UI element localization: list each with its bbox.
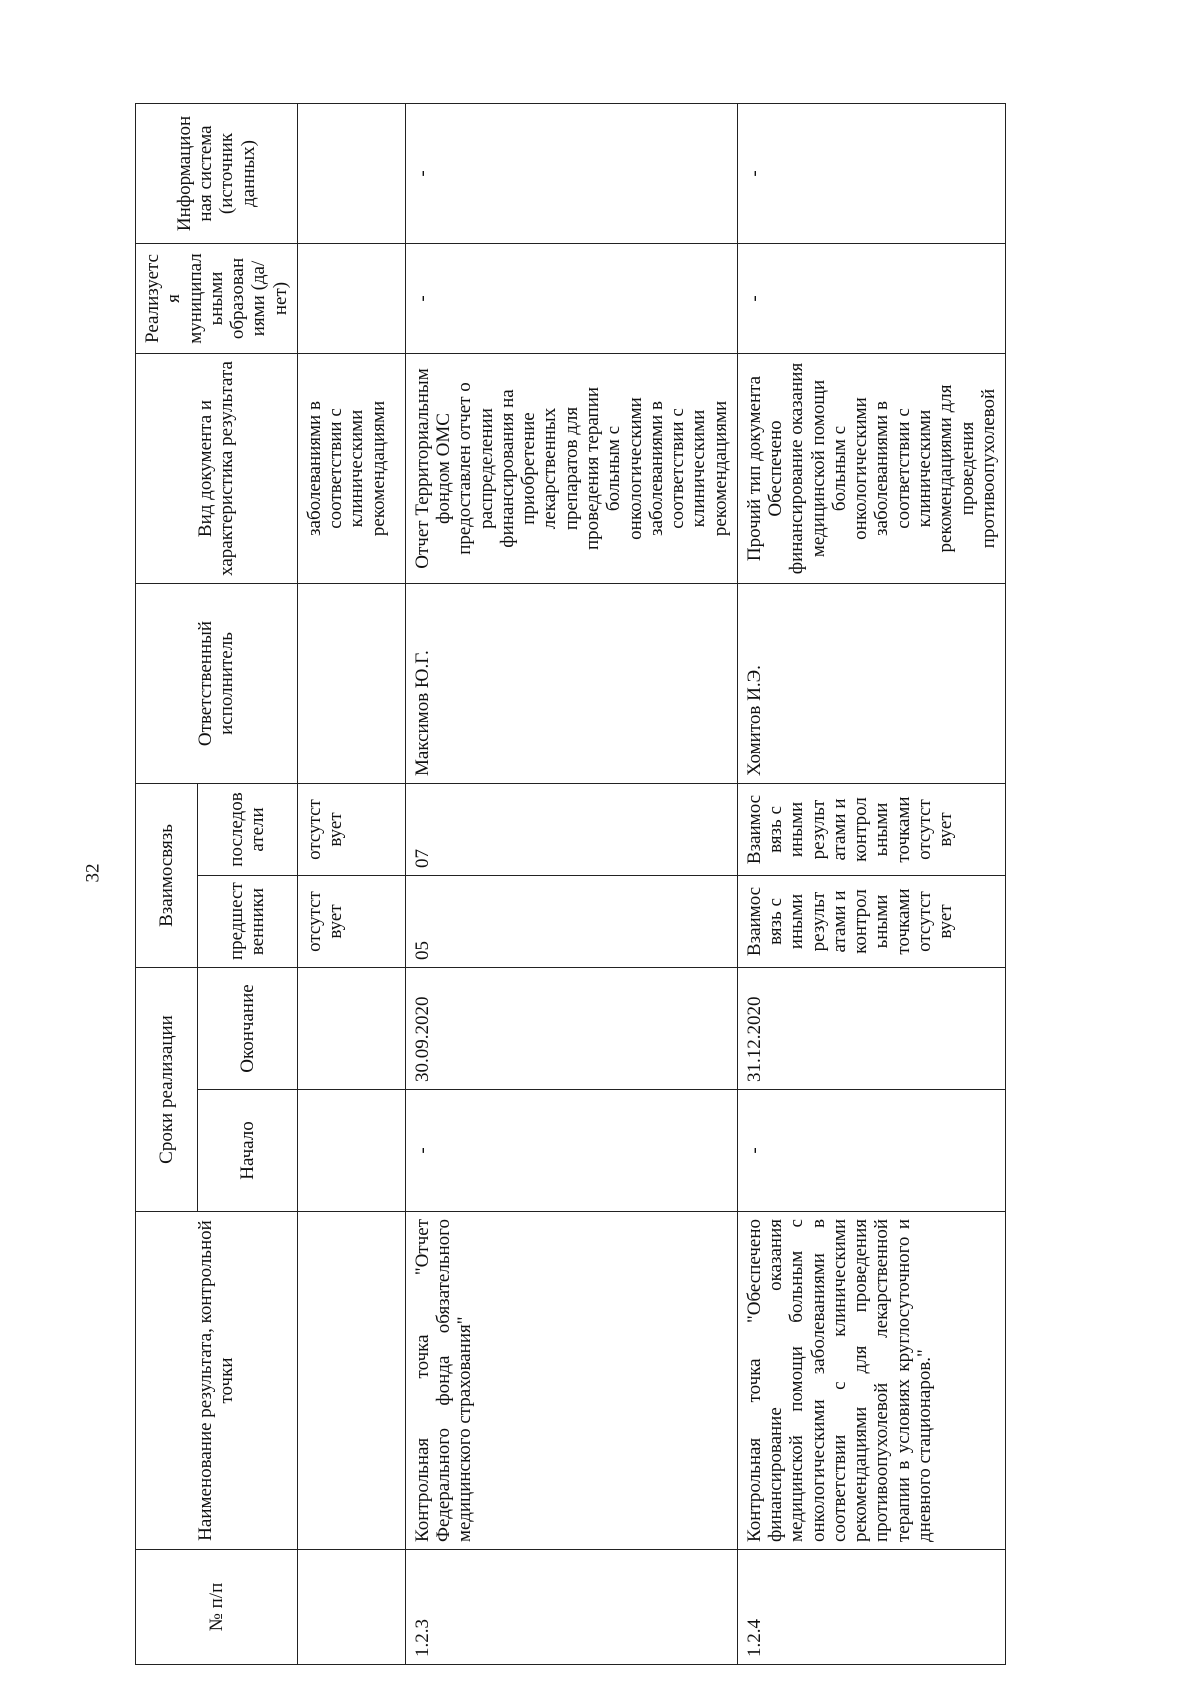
cell-end — [297, 968, 405, 1090]
header-municipal: Реализуетс я муниципал ьными образован иями (да/нет) — [136, 244, 298, 354]
cell-municipal: - — [405, 244, 737, 354]
cell-end: 30.09.2020 — [405, 968, 737, 1090]
cell-succ: 07 — [405, 784, 737, 876]
cell-name: Контрольная точка "Обеспечено финансирование оказания медицинской помощи больным с онкологическими заболеваниями в соответствии с клиническими рекомендациями для проведения противоопухолевой лекарственной терапии в условиях круглосуточного и дневного стационаров." — [737, 1212, 1005, 1550]
header-infosys: Информацион ная система (источник данных) — [136, 104, 298, 244]
cell-succ: Взаимос вязь с иными результ атами и контрол ьными точками отсутст вует — [737, 784, 1005, 876]
table-header — [136, 104, 298, 1665]
cell-doc: заболеваниями в соответствии с клиническими рекомендациями — [297, 354, 405, 584]
cell-start: - — [737, 1090, 1005, 1212]
header-responsible: Ответственный исполнитель — [136, 584, 298, 784]
cell-name: Контрольная точка "Отчет Федерального фонда обязательного медицинского страхования" — [405, 1212, 737, 1550]
cell-responsible: Максимов Ю.Г. — [405, 584, 737, 784]
cell-num — [297, 1550, 405, 1665]
cell-infosys — [297, 104, 405, 244]
cell-pred: Взаимос вязь с иными результ атами и контрол ьными точками отсутст вует — [737, 876, 1005, 968]
cell-infosys: - — [737, 104, 1005, 244]
header-terms: Сроки реализации — [136, 968, 198, 1212]
header-pred: предшест венники — [197, 876, 297, 968]
rotated-table-sheet — [135, 115, 1085, 1665]
cell-municipal — [297, 244, 405, 354]
header-link: Взаимосвязь — [136, 784, 198, 968]
cell-doc: Прочий тип документа Обеспечено финансирование оказания медицинской помощи больным с онкологическими заболеваниями в соответствии с клиническими рекомендациями для проведения противоопухолевой — [737, 354, 1005, 584]
cell-num: 1.2.3 — [405, 1550, 737, 1665]
cell-start — [297, 1090, 405, 1212]
header-end: Окончание — [197, 968, 297, 1090]
cell-pred: отсутст вует — [297, 876, 405, 968]
cell-num: 1.2.4 — [737, 1550, 1005, 1665]
cell-succ: отсутст вует — [297, 784, 405, 876]
cell-doc: Отчет Территориальным фондом ОМС предоставлен отчет о распределении финансирования на приобретение лекарственных препаратов для проведения терапии больным с онкологическими заболеваниями в соответствии с клиническими рекомендациями — [405, 354, 737, 584]
header-name: Наименование результата, контрольной точки — [136, 1212, 298, 1550]
cell-infosys: - — [405, 104, 737, 244]
cell-name — [297, 1212, 405, 1550]
project-plan-table — [135, 103, 1006, 1665]
cell-pred: 05 — [405, 876, 737, 968]
table-row — [737, 104, 1005, 1665]
header-num: № п/п — [136, 1550, 298, 1665]
header-doc: Вид документа и характеристика результата — [136, 354, 298, 584]
cell-responsible: Хомитов И.Э. — [737, 584, 1005, 784]
table-row — [297, 104, 405, 1665]
cell-start: - — [405, 1090, 737, 1212]
cell-responsible — [297, 584, 405, 784]
table-row — [405, 104, 737, 1665]
cell-end: 31.12.2020 — [737, 968, 1005, 1090]
cell-municipal: - — [737, 244, 1005, 354]
header-start: Начало — [197, 1090, 297, 1212]
page-number: 32 — [82, 863, 104, 883]
header-succ: последов атели — [197, 784, 297, 876]
